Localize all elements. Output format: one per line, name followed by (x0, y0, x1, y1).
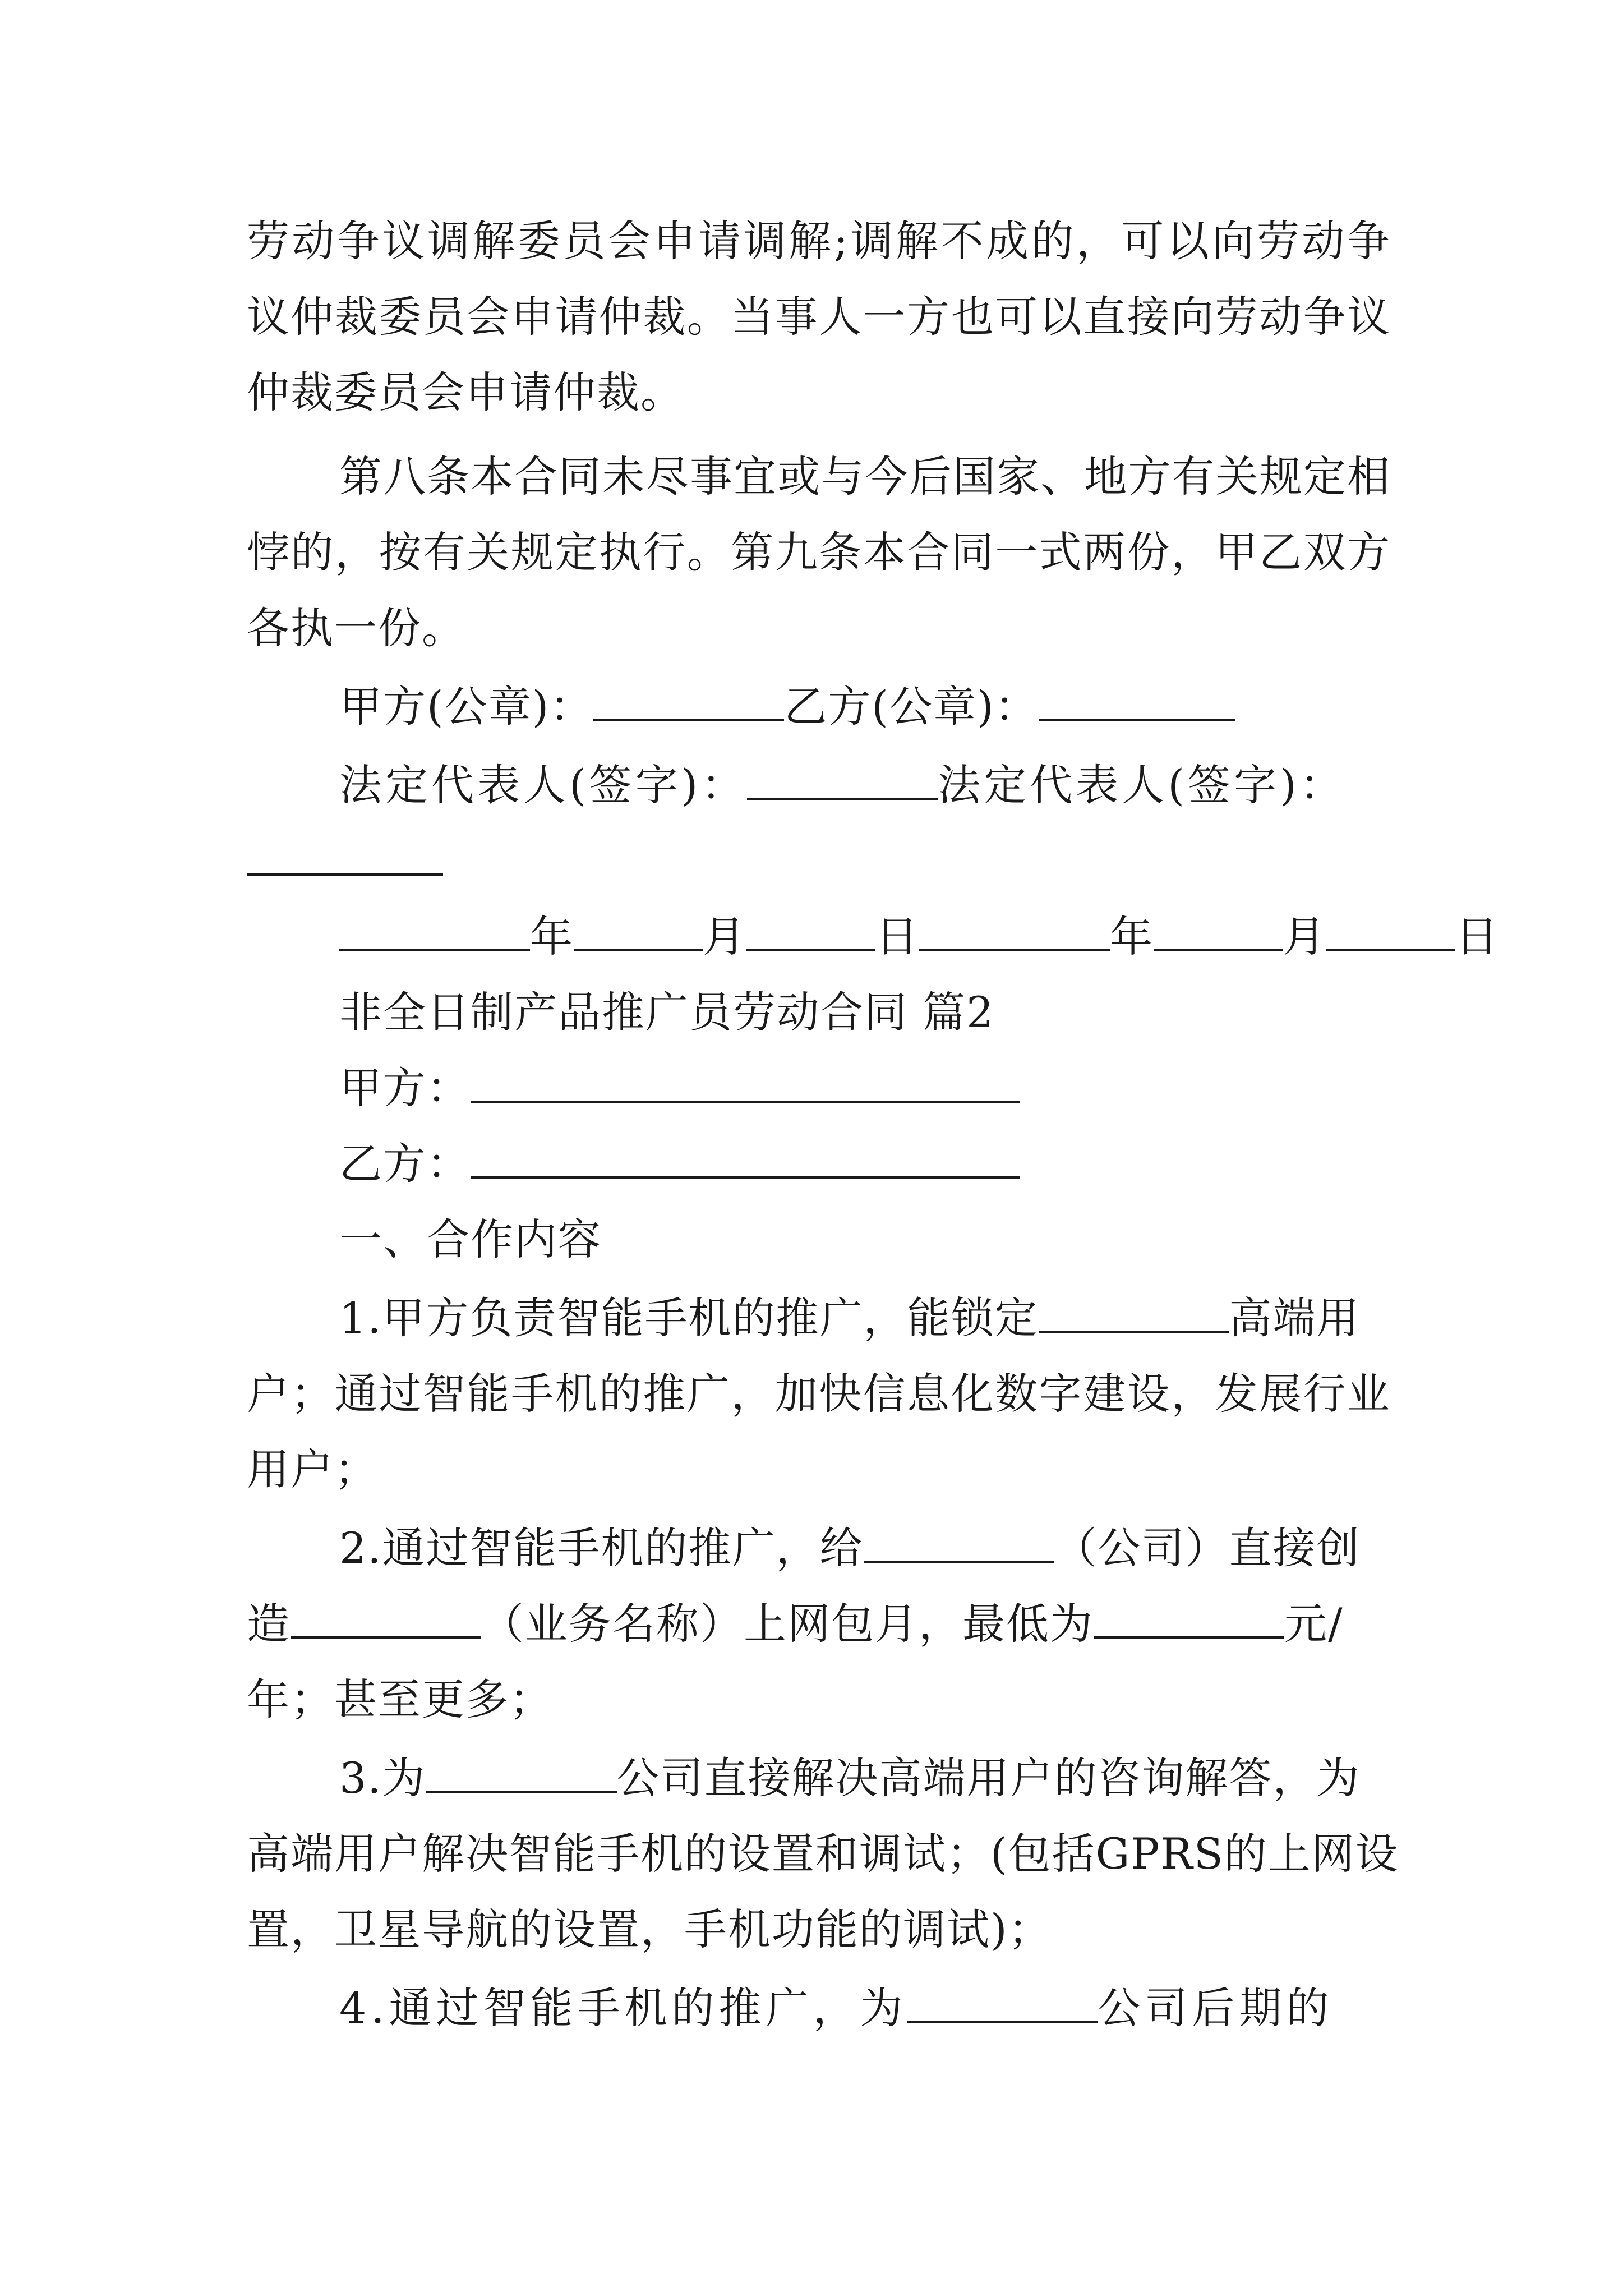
party-a-line (339, 1060, 1483, 1116)
paragraph-line: 第八条本合同未尽事宜或与今后国家、地方有关规定相 (339, 452, 1391, 501)
clause-text: 公司直接解决高端用户的咨询解答，为 (616, 1753, 1361, 1803)
paragraph-line (247, 1596, 1391, 1652)
paragraph-line (339, 1980, 1391, 2036)
year-blank (919, 910, 1110, 951)
party-a-representative-label: 法定代表人(签字)： (339, 760, 748, 810)
paragraph-line (339, 1290, 1391, 1346)
party-a-label: 甲方： (339, 1063, 471, 1113)
paragraph-line: 用户； (247, 1444, 378, 1494)
day-label: 日 (1455, 912, 1499, 961)
clause-text: （公司）直接创 (1054, 1523, 1361, 1573)
month-label: 月 (1283, 912, 1326, 961)
fill-blank (1094, 1597, 1284, 1639)
fill-blank (864, 1521, 1054, 1563)
paragraph-line: 仲裁委员会申请仲裁。 (247, 367, 684, 417)
month-blank (1154, 910, 1283, 951)
party-b-seal-blank (1039, 680, 1235, 721)
clause-text: 造 (247, 1599, 291, 1649)
clause-text: 4.通过智能手机的推广，为 (339, 1983, 907, 2033)
paragraph-line: 高端用户解决智能手机的设置和调试；(包括GPRS的上网设 (247, 1829, 1399, 1879)
party-b-representative-label: 法定代表人(签字)： (938, 760, 1346, 810)
signature-line-seal (339, 679, 1483, 735)
month-blank (574, 910, 703, 951)
party-a-representative-blank (747, 758, 938, 800)
party-b-blank (471, 1137, 1020, 1179)
party-b-seal-label: 乙方(公章)： (784, 682, 1039, 731)
party-a-seal-label: 甲方(公章)： (339, 682, 594, 731)
party-a-blank (471, 1061, 1020, 1103)
clause-text: （业务名称）上网包月，最低为 (481, 1599, 1094, 1649)
clause-text: 元/ (1284, 1599, 1344, 1649)
paragraph-line: 年；甚至更多； (247, 1674, 553, 1724)
day-label: 日 (875, 912, 919, 961)
clause-text: 2.通过智能手机的推广，给 (339, 1523, 864, 1573)
clause-text: 公司后期的 (1098, 1983, 1334, 2033)
day-blank (746, 910, 875, 951)
paragraph-line: 各执一份。 (247, 603, 465, 653)
day-blank (1326, 910, 1455, 951)
year-label: 年 (530, 912, 574, 961)
clause-text: 3.为 (339, 1753, 426, 1803)
paragraph-line: 劳动争议调解委员会申请调解;调解不成的，可以向劳动争 (247, 216, 1391, 266)
party-b-label: 乙方： (339, 1139, 471, 1189)
contract-title: 非全日制产品推广员劳动合同 篇2 (339, 987, 995, 1037)
fill-blank (907, 1981, 1098, 2023)
party-b-representative-blank (247, 834, 443, 876)
fill-blank (426, 1751, 617, 1793)
party-b-line (339, 1136, 1483, 1192)
paragraph-line: 议仲裁委员会申请仲裁。当事人一方也可以直接向劳动争议 (247, 292, 1391, 342)
paragraph-line (339, 1750, 1391, 1806)
clause-text: 1.甲方负责智能手机的推广，能锁定 (339, 1293, 1039, 1343)
paragraph-line: 户；通过智能手机的推广，加快信息化数字建设，发展行业 (247, 1369, 1391, 1419)
clause-text: 高端用 (1229, 1293, 1361, 1343)
date-line (339, 909, 1499, 965)
party-a-seal-blank (593, 680, 784, 721)
month-label: 月 (703, 912, 746, 961)
year-blank (339, 910, 530, 951)
fill-blank (291, 1597, 481, 1639)
paragraph-line (339, 1520, 1391, 1576)
paragraph-line: 置，卫星导航的设置，手机功能的调试)； (247, 1904, 1052, 1954)
paragraph-line: 悖的，按有关规定执行。第九条本合同一式两份，甲乙双方 (247, 527, 1391, 577)
section-heading: 一、合作内容 (339, 1214, 602, 1264)
signature-line-representative (339, 757, 1483, 813)
year-label: 年 (1110, 912, 1154, 961)
fill-blank (1039, 1291, 1229, 1333)
